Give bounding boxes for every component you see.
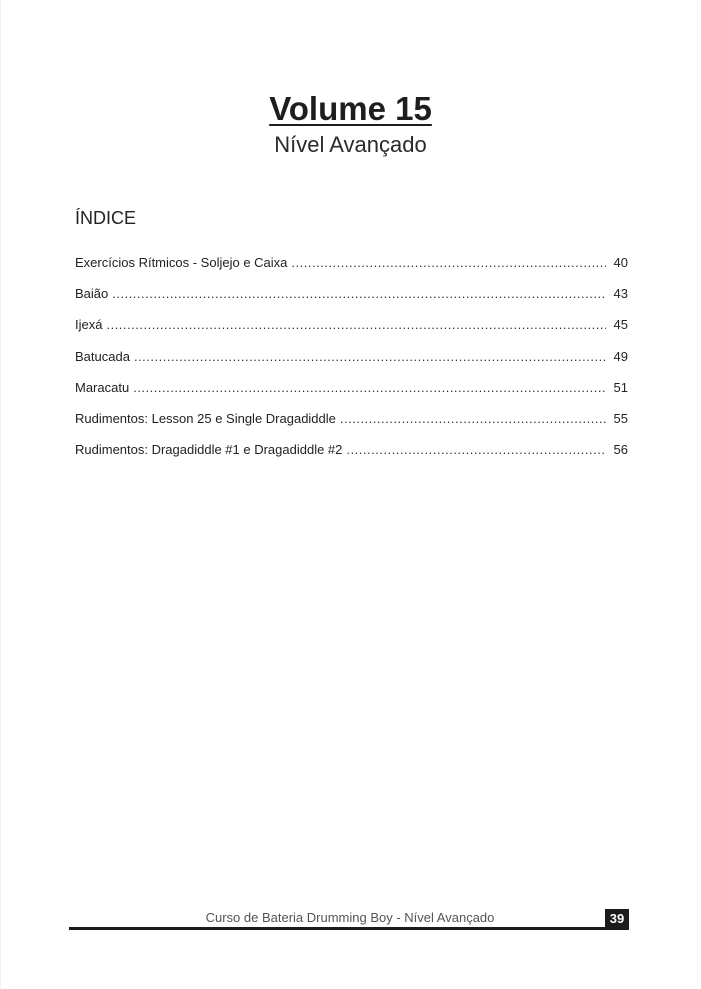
toc-entry-page: 56 bbox=[613, 442, 628, 458]
toc-dot-leader bbox=[106, 317, 606, 332]
page-subtitle: Nível Avançado bbox=[274, 132, 427, 157]
toc-entry-page: 49 bbox=[613, 348, 628, 364]
toc-entry bbox=[75, 349, 628, 380]
page-title: Volume 15 bbox=[269, 90, 432, 127]
toc-entry-label: Ijexá bbox=[75, 317, 103, 333]
toc-entry-page: 55 bbox=[613, 410, 628, 426]
toc-dot-leader bbox=[134, 349, 606, 364]
table-of-contents bbox=[75, 255, 628, 473]
footer-course-title: Curso de Bateria Drumming Boy - Nível Avançado bbox=[205, 910, 495, 925]
toc-entry-page: 40 bbox=[613, 255, 628, 270]
toc-dot-leader bbox=[340, 411, 606, 426]
toc-entry-page: 45 bbox=[613, 317, 628, 333]
toc-entry-page: 51 bbox=[613, 379, 628, 395]
toc-entry-label: Rudimentos: Lesson 25 e Single Dragadiddle bbox=[75, 410, 336, 426]
toc-dot-leader bbox=[112, 286, 606, 301]
toc-entry-label: Baião bbox=[75, 286, 109, 302]
toc-entry-label: Exercícios Rítmicos - Soljejo e Caixa bbox=[75, 255, 288, 270]
toc-entry-label: Maracatu bbox=[75, 379, 130, 395]
index-heading: ÍNDICE bbox=[75, 208, 137, 228]
toc-dot-leader bbox=[291, 255, 606, 270]
toc-entry-label: Rudimentos: Dragadiddle #1 e Dragadiddle #2 bbox=[75, 442, 343, 458]
toc-dot-leader bbox=[346, 442, 606, 457]
toc-entry bbox=[75, 380, 628, 411]
toc-entry bbox=[75, 411, 628, 442]
toc-entry-page: 43 bbox=[613, 286, 628, 302]
footer-page-number: 39 bbox=[605, 909, 629, 928]
toc-entry bbox=[75, 255, 628, 286]
toc-entry bbox=[75, 286, 628, 317]
toc-entry bbox=[75, 317, 628, 348]
toc-entry-label: Batucada bbox=[75, 348, 130, 364]
toc-dot-leader bbox=[133, 380, 606, 395]
footer-divider bbox=[69, 927, 629, 930]
toc-entry bbox=[75, 442, 628, 473]
